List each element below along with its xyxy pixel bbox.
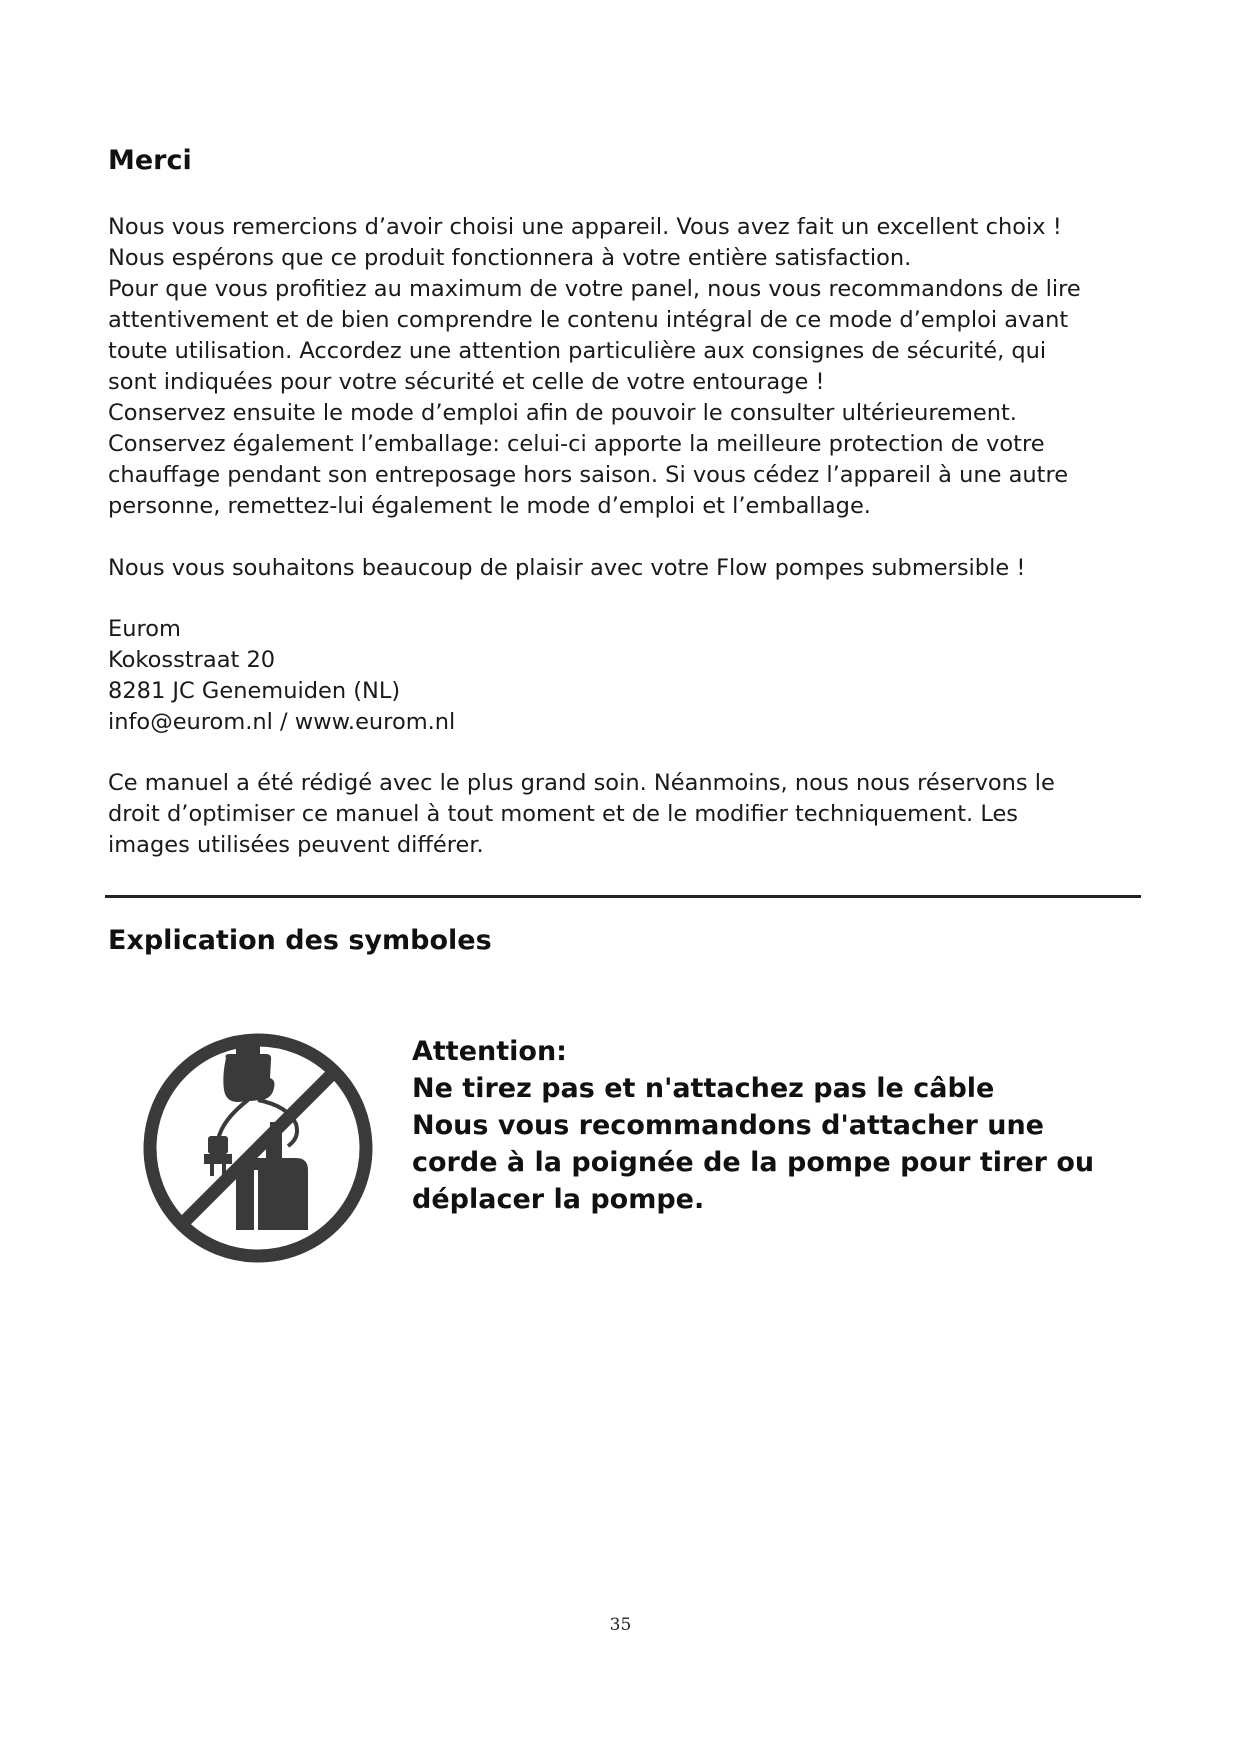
symbols-heading: Explication des symboles bbox=[108, 925, 492, 956]
contact-email-web: info@eurom.nl / www.eurom.nl bbox=[108, 709, 456, 735]
intro-line: chauffage pendant son entreposage hors saison. Si vous cédez l’appareil à une autre bbox=[108, 462, 1069, 488]
intro-line: toute utilisation. Accordez une attention particulière aux consignes de sécurité, qui bbox=[108, 338, 1047, 364]
disclaimer-paragraph bbox=[108, 768, 1148, 861]
company-name: Eurom bbox=[108, 616, 181, 642]
intro-line: sont indiquées pour votre sécurité et celle de votre entourage ! bbox=[108, 369, 825, 395]
disclaimer-line: droit d’optimiser ce manuel à tout moment et de le modifier techniquement. Les bbox=[108, 801, 1019, 827]
intro-line: Conservez également l’emballage: celui-ci apporte la meilleure protection de votre bbox=[108, 431, 1045, 457]
warning-line: Ne tirez pas et n'attachez pas le câble bbox=[412, 1073, 995, 1104]
address-block bbox=[108, 614, 1148, 738]
section-divider bbox=[105, 895, 1141, 898]
intro-line: Nous vous remercions d’avoir choisi une appareil. Vous avez fait un excellent choix ! bbox=[108, 214, 1062, 240]
warning-line: déplacer la pompe. bbox=[412, 1184, 705, 1215]
wish-paragraph bbox=[108, 553, 1148, 584]
warning-line: corde à la poignée de la pompe pour tirer ou bbox=[412, 1147, 1095, 1178]
merci-heading: Merci bbox=[108, 145, 192, 176]
disclaimer-line: images utilisées peuvent différer. bbox=[108, 832, 484, 858]
wish-line: Nous vous souhaitons beaucoup de plaisir avec votre Flow pompes submersible ! bbox=[108, 555, 1026, 581]
street-address: Kokosstraat 20 bbox=[108, 647, 276, 673]
warning-title: Attention: bbox=[412, 1036, 567, 1067]
intro-line: Conservez ensuite le mode d’emploi afin de pouvoir le consulter ultérieurement. bbox=[108, 400, 1017, 426]
intro-paragraph bbox=[108, 212, 1148, 522]
disclaimer-line: Ce manuel a été rédigé avec le plus grand soin. Néanmoins, nous nous réservons le bbox=[108, 770, 1055, 796]
intro-line: personne, remettez-lui également le mode d’emploi et l’emballage. bbox=[108, 493, 871, 519]
no-pull-cable-icon bbox=[138, 1028, 378, 1268]
cable-warning-text bbox=[412, 1033, 1132, 1218]
warning-line: Nous vous recommandons d'attacher une bbox=[412, 1110, 1044, 1141]
intro-line: Pour que vous profitiez au maximum de votre panel, nous vous recommandons de lire bbox=[108, 276, 1081, 302]
page-number: 35 bbox=[609, 1615, 632, 1635]
intro-line: Nous espérons que ce produit fonctionnera à votre entière satisfaction. bbox=[108, 245, 912, 271]
intro-line: attentivement et de bien comprendre le contenu intégral de ce mode d’emploi avant bbox=[108, 307, 1069, 333]
postal-city: 8281 JC Genemuiden (NL) bbox=[108, 678, 401, 704]
